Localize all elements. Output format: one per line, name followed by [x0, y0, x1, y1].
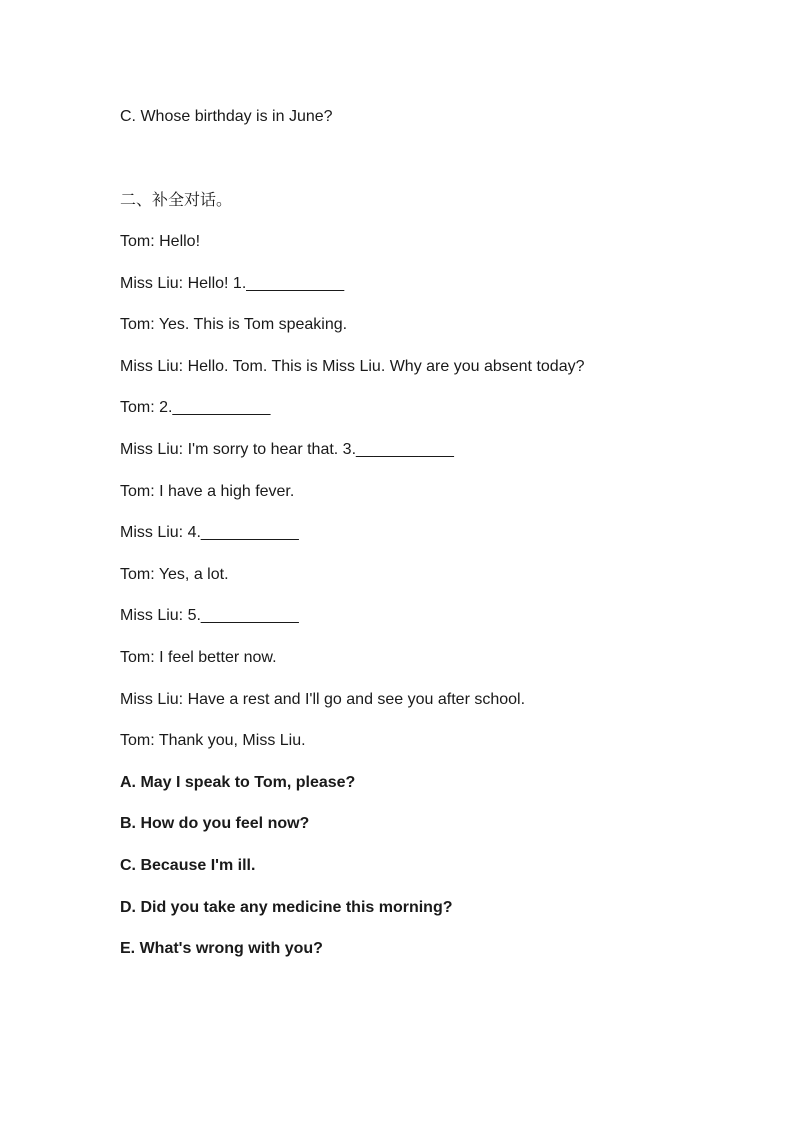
- dialogue-line: [120, 731, 306, 751]
- previous-question-option: C. Whose birthday is in June?: [120, 108, 333, 125]
- dialogue-line: [120, 648, 277, 668]
- answer-option-e: E. What's wrong with you?: [120, 940, 323, 957]
- utterance-with-blank-5: 5.___________: [183, 607, 299, 624]
- speaker: Miss Liu:: [120, 275, 184, 292]
- speaker: Tom:: [120, 732, 155, 749]
- dialogue-line: [120, 274, 344, 294]
- dialogue-line: [120, 690, 525, 710]
- utterance: I have a high fever.: [154, 483, 295, 500]
- utterance: Thank you, Miss Liu.: [154, 732, 306, 749]
- utterance-with-blank-2: 2.___________: [154, 399, 271, 416]
- speaker: Miss Liu:: [120, 441, 184, 458]
- speaker: Miss Liu:: [120, 358, 184, 375]
- speaker: Miss Liu:: [120, 524, 184, 541]
- answer-option-d: D. Did you take any medicine this morning?: [120, 899, 453, 916]
- dialogue-line: [120, 315, 347, 335]
- speaker: Tom:: [120, 316, 155, 333]
- dialogue-line: [120, 606, 299, 626]
- utterance: Yes, a lot.: [154, 566, 229, 583]
- utterance-with-blank-3: I'm sorry to hear that. 3.___________: [183, 441, 454, 458]
- utterance-with-blank-1: Hello! 1.___________: [183, 275, 345, 292]
- answer-option-a: A. May I speak to Tom, please?: [120, 774, 356, 791]
- utterance: Yes. This is Tom speaking.: [154, 316, 348, 333]
- speaker: Tom:: [120, 566, 155, 583]
- utterance-with-blank-4: 4.___________: [183, 524, 299, 541]
- utterance: Have a rest and I'll go and see you after school.: [183, 691, 526, 708]
- speaker: Tom:: [120, 649, 155, 666]
- utterance: Hello. Tom. This is Miss Liu. Why are you absent today?: [183, 358, 585, 375]
- dialogue-line: [120, 440, 454, 460]
- answer-option-c: C. Because I'm ill.: [120, 857, 256, 874]
- dialogue-line: [120, 232, 200, 252]
- speaker: Tom:: [120, 233, 155, 250]
- section-title: 二、补全对话。: [120, 192, 233, 209]
- speaker: Miss Liu:: [120, 691, 184, 708]
- dialogue-line: [120, 398, 270, 418]
- dialogue-line: [120, 565, 229, 585]
- dialogue-line: [120, 523, 299, 543]
- utterance: I feel better now.: [154, 649, 277, 666]
- speaker: Tom:: [120, 399, 155, 416]
- dialogue-line: [120, 357, 584, 377]
- dialogue-line: [120, 482, 294, 502]
- speaker: Miss Liu:: [120, 607, 184, 624]
- answer-option-b: B. How do you feel now?: [120, 815, 310, 832]
- speaker: Tom:: [120, 483, 155, 500]
- utterance: Hello!: [154, 233, 201, 250]
